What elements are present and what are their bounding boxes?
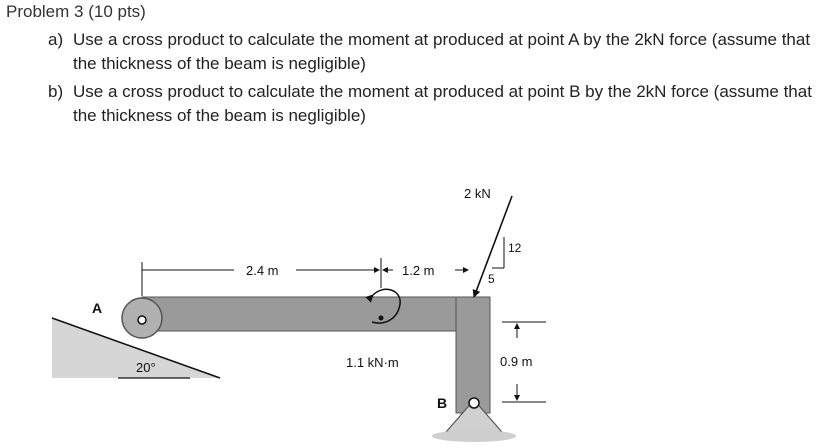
support-b-ground	[432, 430, 516, 442]
part-a-letter: a)	[48, 30, 64, 49]
angle-label: 20°	[136, 360, 156, 375]
part-a-text: Use a cross product to calculate the moment at produced at point A by the 2kN force (assume that the thickness of the beam is negligible)	[73, 30, 811, 73]
pin-b	[469, 398, 479, 408]
vdim-label-0-9m: 0.9 m	[500, 354, 533, 369]
dim-label-1-2m: 1.2 m	[402, 263, 435, 278]
beam-vertical	[456, 297, 490, 413]
pin-a	[138, 316, 146, 324]
point-b-label: B	[437, 395, 448, 411]
force-label: 2 kN	[464, 186, 491, 201]
couple-moment-label: 1.1 kN·m	[346, 355, 399, 370]
slope-label-vertical: 12	[508, 241, 522, 255]
point-a-label: A	[92, 300, 103, 316]
couple-moment-point	[379, 316, 384, 321]
problem-title: Problem 3 (10 pts)	[6, 2, 146, 21]
slope-label-horizontal: 5	[488, 272, 495, 286]
beam-horizontal	[142, 297, 490, 331]
dim-label-2-4m: 2.4 m	[246, 263, 279, 278]
part-b-letter: b)	[48, 82, 64, 101]
part-b-text: Use a cross product to calculate the moment at produced at point B by the 2kN force (assume that the thickness of the beam is negligible)	[73, 82, 812, 125]
